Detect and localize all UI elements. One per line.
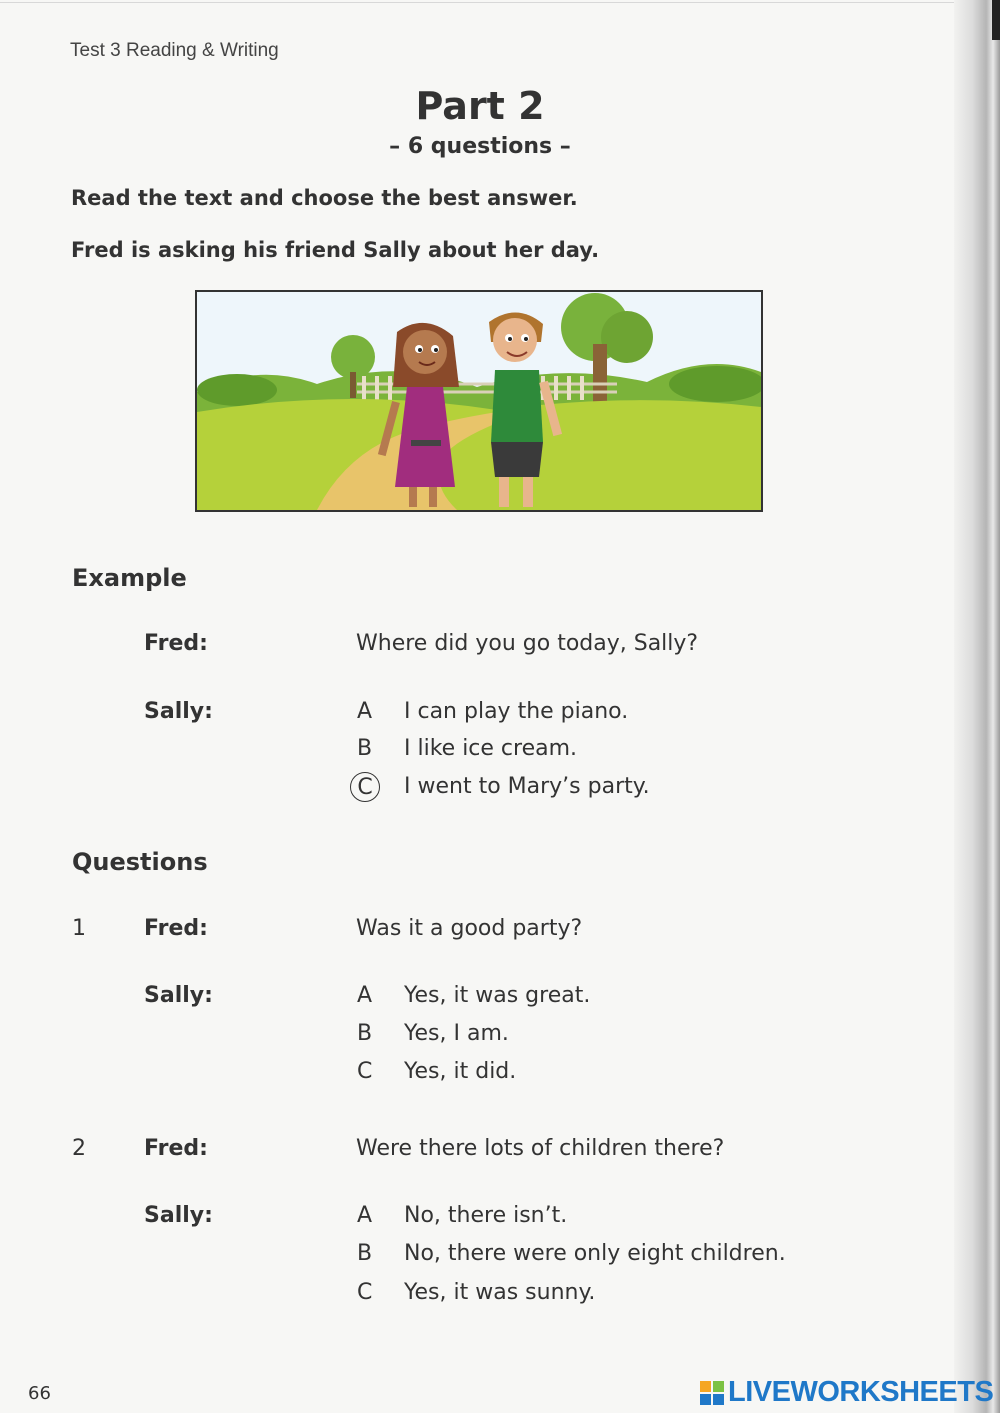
example-option-a-text: I can play the piano. <box>404 699 629 724</box>
page-binding-edge <box>954 0 1000 1413</box>
park-scene-icon <box>197 292 761 510</box>
question-2-option-a-text[interactable]: No, there isn’t. <box>404 1203 568 1228</box>
page-top-edge <box>0 2 960 3</box>
question-2-sally-label: Sally: <box>144 1203 213 1228</box>
question-1-option-b-text[interactable]: Yes, I am. <box>404 1021 509 1046</box>
question-2-option-c-text[interactable]: Yes, it was sunny. <box>404 1280 596 1305</box>
two-children-walking-illustration <box>195 290 763 512</box>
part-title: Part 2 <box>415 84 545 128</box>
question-2-option-b-letter[interactable]: B <box>357 1241 373 1266</box>
questions-heading: Questions <box>72 848 208 876</box>
binding-corner <box>992 0 1000 40</box>
question-2-number: 2 <box>72 1136 86 1161</box>
example-option-c-text: I went to Mary’s party. <box>404 774 650 799</box>
question-2-option-c-letter[interactable]: C <box>357 1280 373 1305</box>
question-2-option-a-letter[interactable]: A <box>357 1203 373 1228</box>
example-fred-label: Fred: <box>144 631 208 656</box>
question-2-option-b-text[interactable]: No, there were only eight children. <box>404 1241 786 1266</box>
part-subtitle: – 6 questions – <box>389 134 571 159</box>
running-head: Test 3 Reading & Writing <box>70 40 279 61</box>
question-1-option-a-text[interactable]: Yes, it was great. <box>404 983 591 1008</box>
example-option-b-letter: B <box>357 736 373 761</box>
instruction-read: Read the text and choose the best answer. <box>71 186 578 210</box>
example-option-b-text: I like ice cream. <box>404 736 578 761</box>
instruction-context: Fred is asking his friend Sally about her day. <box>71 238 600 262</box>
liveworksheets-logo-icon <box>700 1381 724 1405</box>
page-number: 66 <box>28 1383 51 1404</box>
question-1-fred-label: Fred: <box>144 916 208 941</box>
question-1-option-b-letter[interactable]: B <box>357 1021 373 1046</box>
example-heading: Example <box>72 564 187 592</box>
example-option-c-circled-letter: C <box>350 772 380 802</box>
question-1-option-c-letter[interactable]: C <box>357 1059 373 1084</box>
question-1-option-c-text[interactable]: Yes, it did. <box>404 1059 517 1084</box>
question-1-sally-label: Sally: <box>144 983 213 1008</box>
question-2-fred-label: Fred: <box>144 1136 208 1161</box>
question-1-number: 1 <box>72 916 86 941</box>
example-sally-label: Sally: <box>144 699 213 724</box>
liveworksheets-brand[interactable] <box>700 1376 993 1409</box>
brand-wordmark: LIVEWORKSHEETS <box>728 1376 994 1408</box>
question-2-fred-line: Were there lots of children there? <box>356 1136 725 1161</box>
question-1-option-a-letter[interactable]: A <box>357 983 373 1008</box>
example-fred-line: Where did you go today, Sally? <box>356 631 699 656</box>
example-option-a-letter: A <box>357 699 373 724</box>
question-1-fred-line: Was it a good party? <box>356 916 583 941</box>
